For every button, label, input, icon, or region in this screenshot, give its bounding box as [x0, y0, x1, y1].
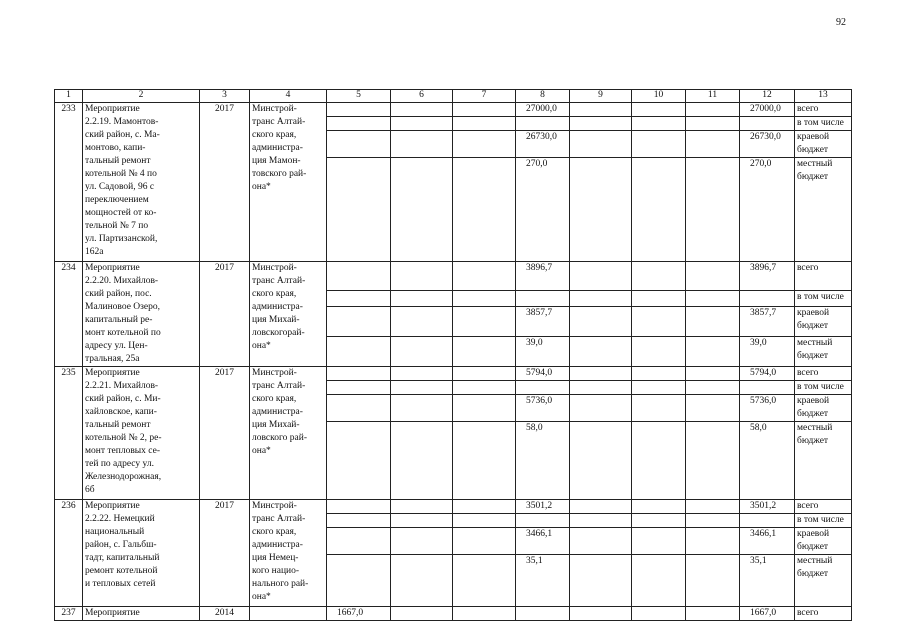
funding-label-line: бюджет [797, 350, 829, 361]
empty-cell [632, 336, 686, 366]
empty-cell [453, 367, 516, 381]
empty-cell [686, 262, 740, 291]
empty-cell [391, 607, 453, 621]
empty-cell [453, 422, 516, 500]
funding-label [795, 336, 852, 366]
executor-cell-line: транс Алтай- [252, 276, 306, 286]
total-value: 5794,0 [516, 367, 570, 381]
local-value: 58,0 [516, 422, 570, 500]
measure-description-line: мощностей от ко- [85, 208, 157, 218]
empty-cell [453, 262, 516, 291]
executor-cell-line: транс Алтай- [252, 514, 306, 524]
executor-cell-line: Минстрой- [252, 368, 297, 378]
row-id: 233 [55, 103, 83, 262]
measure-description [83, 103, 200, 262]
empty-cell [391, 291, 453, 307]
funding-label: в том числе [795, 514, 852, 528]
empty-cell [570, 500, 632, 514]
empty-cell [632, 306, 686, 336]
empty-cell [570, 262, 632, 291]
executor-cell [250, 500, 327, 607]
measure-description-line: монтово, капи- [85, 143, 146, 153]
table-row [55, 262, 852, 291]
funding-label-line: краевой [797, 396, 830, 406]
local-value-12: 270,0 [740, 158, 795, 262]
local-value-12: 58,0 [740, 422, 795, 500]
empty-cell [516, 607, 570, 621]
funding-label-line: местный [797, 337, 833, 348]
header-row [55, 90, 852, 103]
empty-cell [453, 555, 516, 607]
empty-cell [632, 422, 686, 500]
measure-description-line: Мероприятие [85, 368, 140, 378]
empty-cell [391, 555, 453, 607]
empty-cell [453, 158, 516, 262]
funding-label: в том числе [795, 117, 852, 131]
col-header: 8 [516, 90, 570, 103]
empty-cell [391, 367, 453, 381]
empty-cell [632, 555, 686, 607]
measure-description-line: котельной № 2, ре- [85, 433, 162, 443]
regional-value-12: 3466,1 [740, 528, 795, 555]
funding-label-line: краевой [797, 132, 830, 142]
total-value: 27000,0 [516, 103, 570, 117]
empty-cell [632, 528, 686, 555]
funding-label-line: местный [797, 159, 833, 169]
executor-cell [250, 607, 327, 621]
regional-value: 3857,7 [516, 306, 570, 336]
empty-cell [686, 528, 740, 555]
empty-cell [686, 117, 740, 131]
measure-description-line: 6б [85, 485, 95, 495]
table-row [55, 607, 852, 621]
executor-cell-line: ция Немец- [252, 553, 299, 563]
empty-cell [632, 262, 686, 291]
total-value: 3501,2 [516, 500, 570, 514]
year-cell: 2017 [200, 500, 250, 607]
executor-cell-line: ция Мамон- [252, 156, 301, 166]
regional-value-12: 26730,0 [740, 131, 795, 158]
measure-description-line: тальный ремонт [85, 420, 151, 430]
empty-cell [686, 422, 740, 500]
empty-cell [740, 514, 795, 528]
executor-cell-line: Минстрой- [252, 263, 297, 273]
funding-label [795, 306, 852, 336]
col5-cell [327, 262, 391, 291]
funding-label-line: бюджет [797, 409, 829, 419]
local-value: 39,0 [516, 336, 570, 366]
empty-cell [516, 381, 570, 395]
empty-cell [686, 555, 740, 607]
executor-cell [250, 262, 327, 367]
empty-cell [686, 607, 740, 621]
funding-label: всего [795, 500, 852, 514]
empty-cell [327, 291, 391, 307]
empty-cell [453, 291, 516, 307]
budget-table [54, 89, 852, 621]
col5-cell [327, 103, 391, 117]
executor-cell-line: нального рай- [252, 579, 309, 589]
measure-description-line: район, с. Гальбш- [85, 540, 157, 550]
executor-cell-line: транс Алтай- [252, 117, 306, 127]
empty-cell [632, 103, 686, 117]
empty-cell [391, 158, 453, 262]
empty-cell [453, 607, 516, 621]
executor-cell-line: ского края, [252, 527, 297, 537]
empty-cell [632, 131, 686, 158]
empty-cell [570, 514, 632, 528]
measure-description-line: переключением [85, 195, 149, 205]
total-value-12: 3501,2 [740, 500, 795, 514]
measure-description-line: национальный [85, 527, 145, 537]
empty-cell [327, 528, 391, 555]
col-header: 2 [83, 90, 200, 103]
measure-description-line: котельной № 4 по [85, 169, 157, 179]
regional-value: 26730,0 [516, 131, 570, 158]
executor-cell [250, 103, 327, 262]
executor-cell-line: она* [252, 446, 271, 456]
empty-cell [570, 607, 632, 621]
funding-label [795, 131, 852, 158]
executor-cell-line: администра- [252, 540, 303, 550]
funding-label-line: местный [797, 423, 833, 433]
empty-cell [516, 117, 570, 131]
col-header: 13 [795, 90, 852, 103]
measure-description-line: ул. Партизанской, [85, 234, 158, 244]
year-cell: 2017 [200, 367, 250, 500]
measure-description-line: тельной № 7 по [85, 221, 149, 231]
executor-cell-line: она* [252, 341, 271, 351]
total-value: 3896,7 [516, 262, 570, 291]
funding-label: всего [795, 367, 852, 381]
empty-cell [686, 291, 740, 307]
executor-cell-line: администра- [252, 407, 303, 417]
empty-cell [327, 131, 391, 158]
empty-cell [570, 291, 632, 307]
executor-cell-line: ция Михай- [252, 315, 300, 325]
funding-label-line: местный [797, 556, 833, 566]
row-id: 236 [55, 500, 83, 607]
table-row [55, 367, 852, 381]
empty-cell [327, 422, 391, 500]
empty-cell [570, 395, 632, 422]
empty-cell [391, 131, 453, 158]
year-cell: 2017 [200, 103, 250, 262]
measure-description-line: Мероприятие [85, 501, 140, 511]
funding-label-line: бюджет [797, 145, 829, 155]
empty-cell [632, 381, 686, 395]
empty-cell [686, 158, 740, 262]
empty-cell [391, 306, 453, 336]
col5-cell [327, 367, 391, 381]
col-header: 7 [453, 90, 516, 103]
empty-cell [453, 117, 516, 131]
funding-label: всего [795, 103, 852, 117]
col-header: 6 [391, 90, 453, 103]
empty-cell [740, 117, 795, 131]
measure-description-line: и тепловых сетей [85, 579, 156, 589]
executor-cell-line: Минстрой- [252, 104, 297, 114]
row-id: 235 [55, 367, 83, 500]
row-id: 234 [55, 262, 83, 367]
measure-description-line: монт тепловых се- [85, 446, 161, 456]
executor-cell-line: ского края, [252, 130, 297, 140]
funding-label: всего [795, 262, 852, 291]
funding-label-line: бюджет [797, 542, 829, 552]
empty-cell [686, 514, 740, 528]
empty-cell [632, 395, 686, 422]
empty-cell [453, 103, 516, 117]
measure-description: Мероприятие [83, 607, 200, 621]
year-cell: 2014 [200, 607, 250, 621]
empty-cell [391, 103, 453, 117]
row-id: 237 [55, 607, 83, 621]
measure-description [83, 262, 200, 367]
empty-cell [570, 117, 632, 131]
measure-description [83, 367, 200, 500]
measure-description-line: ский район, с. Ма- [85, 130, 160, 140]
empty-cell [632, 607, 686, 621]
funding-label: в том числе [795, 381, 852, 395]
empty-cell [686, 395, 740, 422]
measure-description-line: тральная, 25а [85, 354, 140, 364]
empty-cell [570, 555, 632, 607]
empty-cell [686, 367, 740, 381]
empty-cell [453, 336, 516, 366]
empty-cell [570, 422, 632, 500]
empty-cell [516, 291, 570, 307]
empty-cell [453, 381, 516, 395]
funding-label [795, 555, 852, 607]
measure-description [83, 500, 200, 607]
local-value-12: 39,0 [740, 336, 795, 366]
regional-value: 5736,0 [516, 395, 570, 422]
empty-cell [453, 395, 516, 422]
local-value: 270,0 [516, 158, 570, 262]
executor-cell-line: ловскогорай- [252, 328, 305, 338]
regional-value-12: 5736,0 [740, 395, 795, 422]
executor-cell-line: ловского рай- [252, 433, 308, 443]
funding-label [795, 158, 852, 262]
empty-cell [391, 336, 453, 366]
empty-cell [632, 291, 686, 307]
empty-cell [391, 500, 453, 514]
measure-description-line: тадт, капитальный [85, 553, 160, 563]
col5-cell: 1667,0 [327, 607, 391, 621]
col-header: 1 [55, 90, 83, 103]
measure-description-line: Мероприятие [85, 263, 140, 273]
executor-cell-line: администра- [252, 143, 303, 153]
empty-cell [686, 306, 740, 336]
empty-cell [391, 117, 453, 131]
total-value-12: 27000,0 [740, 103, 795, 117]
table-row [55, 103, 852, 117]
empty-cell [686, 500, 740, 514]
measure-description-line: ул. Садовой, 96 с [85, 182, 155, 192]
empty-cell [570, 158, 632, 262]
empty-cell [740, 291, 795, 307]
empty-cell [327, 514, 391, 528]
empty-cell [516, 514, 570, 528]
measure-description-line: ремонт котельной [85, 566, 158, 576]
col-header: 12 [740, 90, 795, 103]
empty-cell [570, 528, 632, 555]
funding-label [795, 528, 852, 555]
empty-cell [391, 422, 453, 500]
empty-cell [570, 367, 632, 381]
funding-label-line: бюджет [797, 436, 829, 446]
total-value-12: 5794,0 [740, 367, 795, 381]
executor-cell-line: администра- [252, 302, 303, 312]
col-header: 10 [632, 90, 686, 103]
empty-cell [327, 555, 391, 607]
empty-cell [453, 500, 516, 514]
local-value-12: 35,1 [740, 555, 795, 607]
empty-cell [570, 306, 632, 336]
empty-cell [632, 158, 686, 262]
funding-label: всего [795, 607, 852, 621]
page-number: 92 [836, 17, 846, 28]
measure-description-line: 2.2.22. Немецкий [85, 514, 155, 524]
empty-cell [327, 381, 391, 395]
funding-label-line: краевой [797, 529, 830, 539]
regional-value: 3466,1 [516, 528, 570, 555]
executor-cell-line: транс Алтай- [252, 381, 306, 391]
empty-cell [632, 367, 686, 381]
executor-cell-line: она* [252, 182, 271, 192]
measure-description-line: Малиновое Озеро, [85, 302, 160, 312]
empty-cell [570, 103, 632, 117]
measure-description-line: адресу ул. Цен- [85, 341, 148, 351]
empty-cell [391, 395, 453, 422]
empty-cell [632, 117, 686, 131]
col-header: 9 [570, 90, 632, 103]
measure-description-line: монт котельной по [85, 328, 161, 338]
col-header: 3 [200, 90, 250, 103]
executor-cell-line: товского рай- [252, 169, 307, 179]
measure-description-line: капитальный ре- [85, 315, 153, 325]
funding-label: в том числе [795, 291, 852, 307]
empty-cell [632, 500, 686, 514]
empty-cell [453, 514, 516, 528]
col-header: 11 [686, 90, 740, 103]
local-value: 35,1 [516, 555, 570, 607]
empty-cell [570, 336, 632, 366]
total-value-12: 1667,0 [740, 607, 795, 621]
empty-cell [327, 306, 391, 336]
col-header: 5 [327, 90, 391, 103]
empty-cell [686, 381, 740, 395]
measure-description-line: Мероприятие [85, 104, 140, 114]
table-row [55, 500, 852, 514]
measure-description-line: тей по адресу ул. [85, 459, 154, 469]
executor-cell [250, 367, 327, 500]
measure-description-line: 162а [85, 247, 104, 257]
total-value-12: 3896,7 [740, 262, 795, 291]
measure-description-line: ский район, пос. [85, 289, 152, 299]
funding-label [795, 395, 852, 422]
empty-cell [391, 528, 453, 555]
empty-cell [327, 395, 391, 422]
regional-value-12: 3857,7 [740, 306, 795, 336]
executor-cell-line: ция Михай- [252, 420, 300, 430]
empty-cell [686, 336, 740, 366]
empty-cell [686, 131, 740, 158]
executor-cell-line: она* [252, 592, 271, 602]
funding-label-line: краевой [797, 307, 830, 318]
empty-cell [327, 117, 391, 131]
executor-cell-line: кого нацио- [252, 566, 300, 576]
executor-cell-line: ского края, [252, 394, 297, 404]
funding-label-line: бюджет [797, 320, 829, 331]
empty-cell [686, 103, 740, 117]
executor-cell-line: Минстрой- [252, 501, 297, 511]
empty-cell [632, 514, 686, 528]
empty-cell [453, 306, 516, 336]
empty-cell [327, 336, 391, 366]
measure-description-line: 2.2.21. Михайлов- [85, 381, 159, 391]
empty-cell [391, 514, 453, 528]
measure-description-line: 2.2.19. Мамонтов- [85, 117, 159, 127]
empty-cell [570, 381, 632, 395]
col-header: 4 [250, 90, 327, 103]
measure-description-line: 2.2.20. Михайлов- [85, 276, 159, 286]
empty-cell [453, 528, 516, 555]
empty-cell [327, 158, 391, 262]
empty-cell [570, 131, 632, 158]
measure-description-line: тальный ремонт [85, 156, 151, 166]
empty-cell [391, 381, 453, 395]
executor-cell-line: ского края, [252, 289, 297, 299]
empty-cell [453, 131, 516, 158]
measure-description-line: Железнодорожная, [85, 472, 162, 482]
col5-cell [327, 500, 391, 514]
measure-description-line: хайловское, капи- [85, 407, 157, 417]
measure-description-line: ский район, с. Ми- [85, 394, 161, 404]
empty-cell [391, 262, 453, 291]
funding-label-line: бюджет [797, 569, 829, 579]
empty-cell [740, 381, 795, 395]
year-cell: 2017 [200, 262, 250, 367]
funding-label-line: бюджет [797, 172, 829, 182]
funding-label [795, 422, 852, 500]
